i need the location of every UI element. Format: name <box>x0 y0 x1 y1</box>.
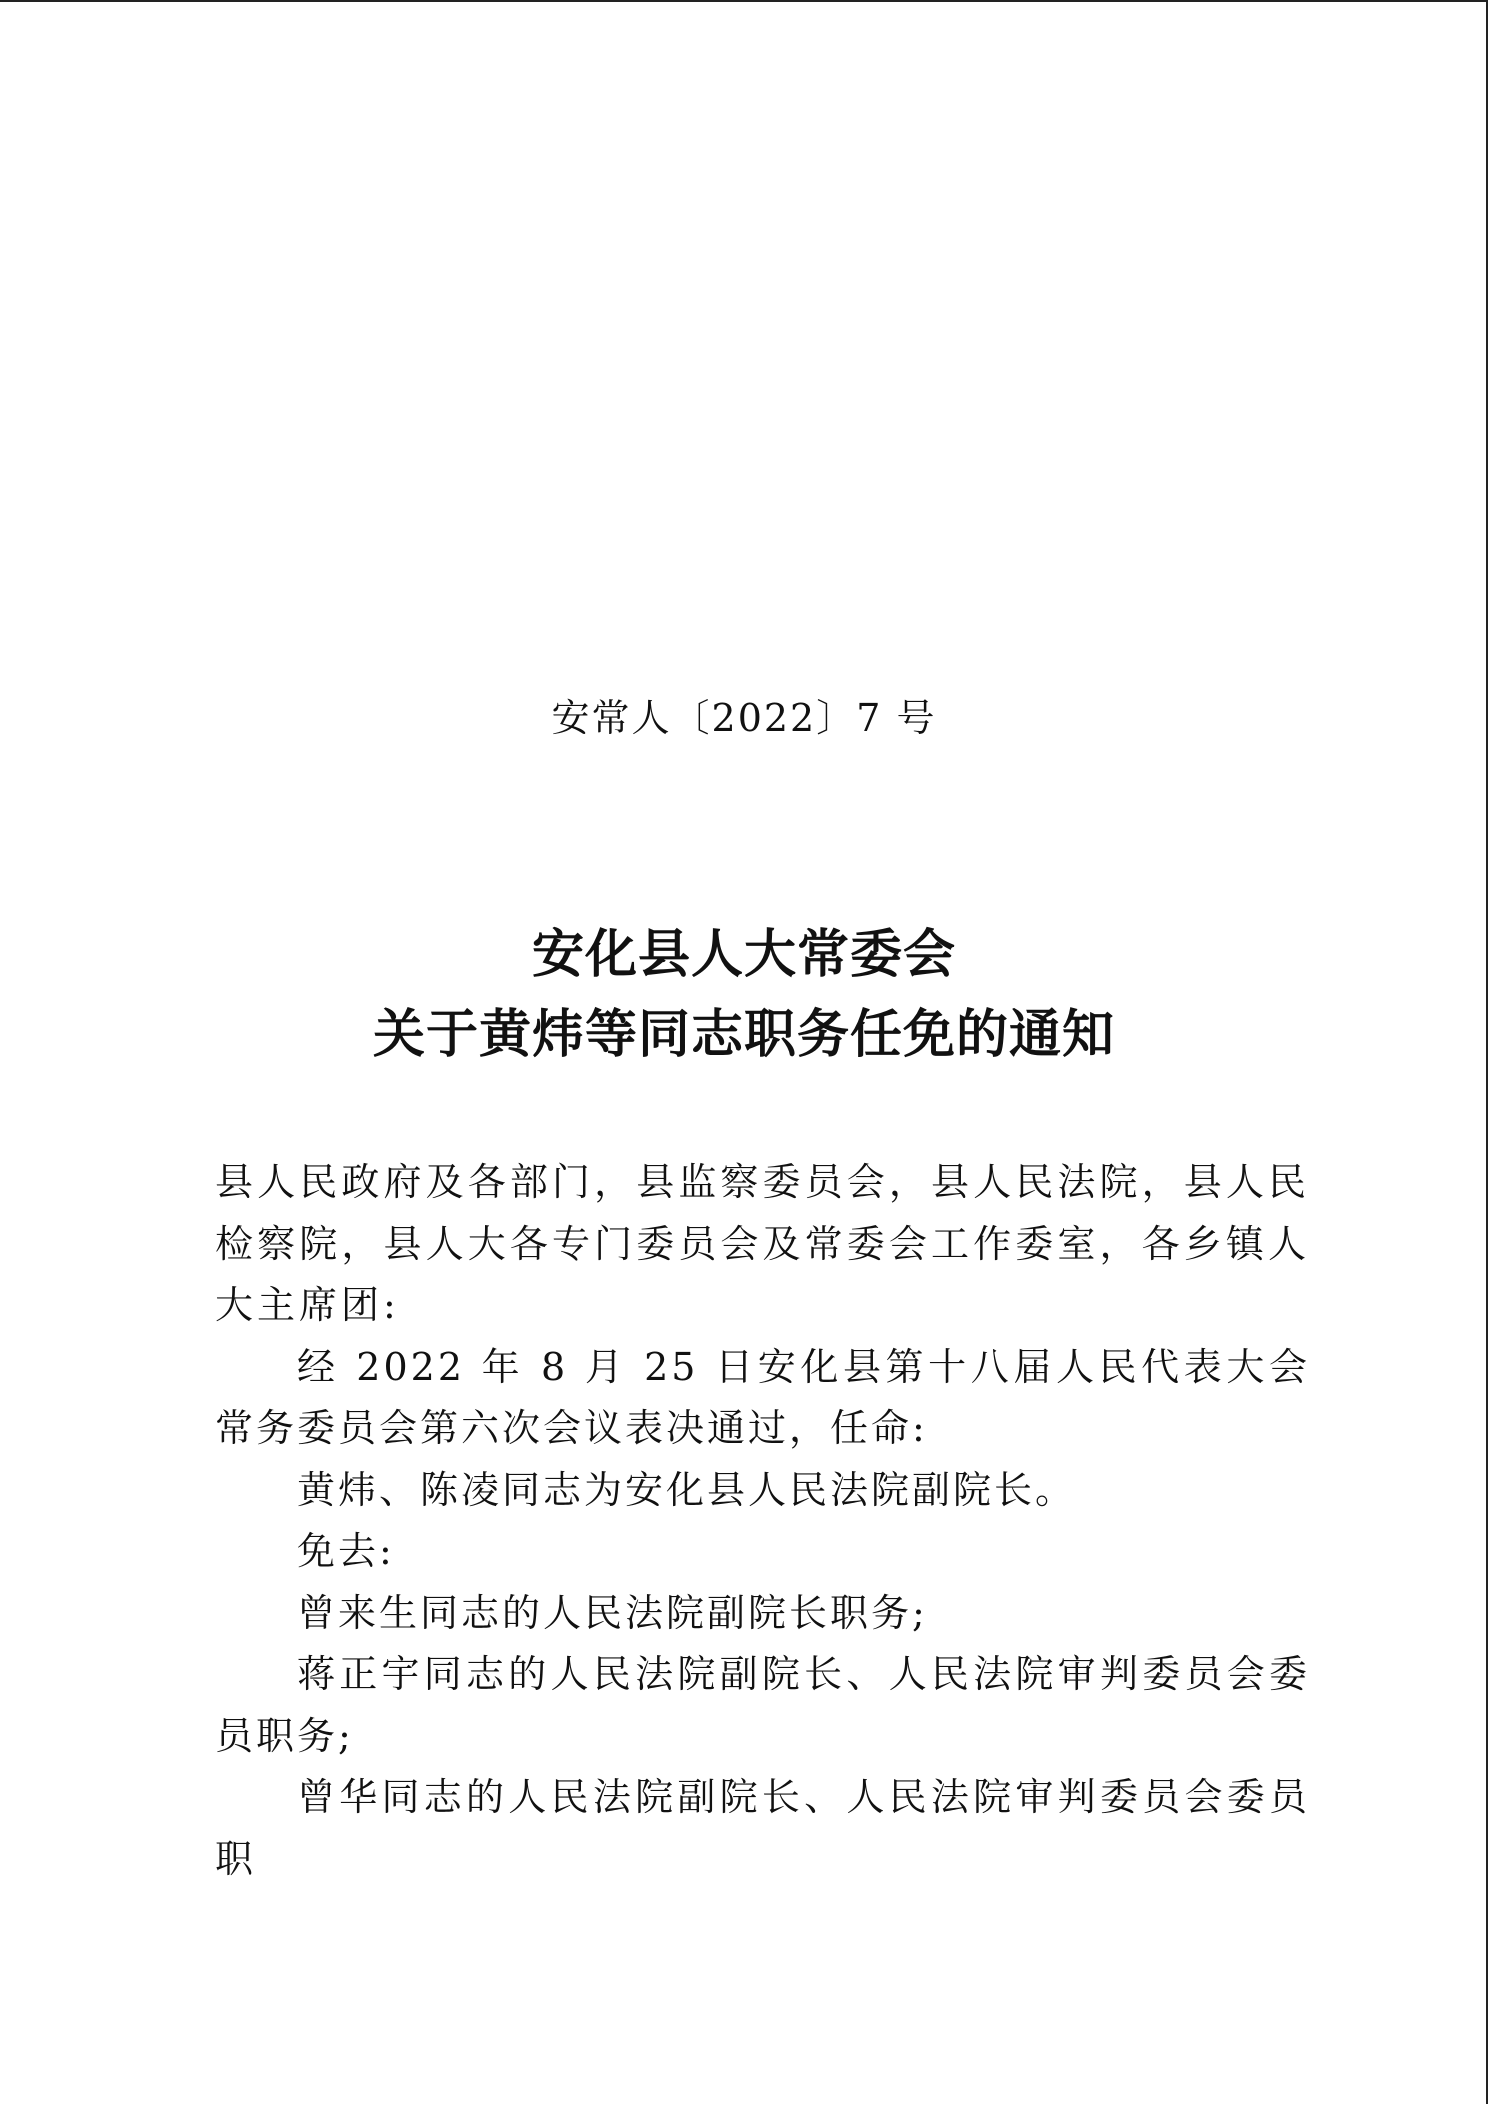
paragraph-removal-3: 曾华同志的人民法院副院长、人民法院审判委员会委员职 <box>215 1775 1310 1881</box>
paragraph-removal-2: 蒋正宇同志的人民法院副院长、人民法院审判委员会委员职务; <box>215 1652 1310 1758</box>
document-title-line-1: 安化县人大常委会 <box>531 924 956 985</box>
paragraph-appointment-intro: 经 2022 年 8 月 25 日安化县第十八届人民代表大会常务委员会第六次会议表决通过，任命: <box>215 1344 1310 1450</box>
paragraph-removal-intro: 免去: <box>297 1529 395 1573</box>
document-body <box>215 1152 1310 1890</box>
paragraph-appointment: 黄炜、陈凌同志为安化县人民法院副院长。 <box>297 1467 1077 1512</box>
paragraph-removal-1: 曾来生同志的人民法院副院长职务; <box>297 1590 928 1635</box>
document-title-line-2: 关于黄炜等同志职务任免的通知 <box>372 1004 1115 1065</box>
salutation: 县人民政府及各部门，县监察委员会，县人民法院，县人民检察院，县人大各专门委员会及常委会工作委室，各乡镇人大主席团: <box>215 1160 1310 1327</box>
document-number: 安常人〔2022〕7 号 <box>551 696 937 740</box>
